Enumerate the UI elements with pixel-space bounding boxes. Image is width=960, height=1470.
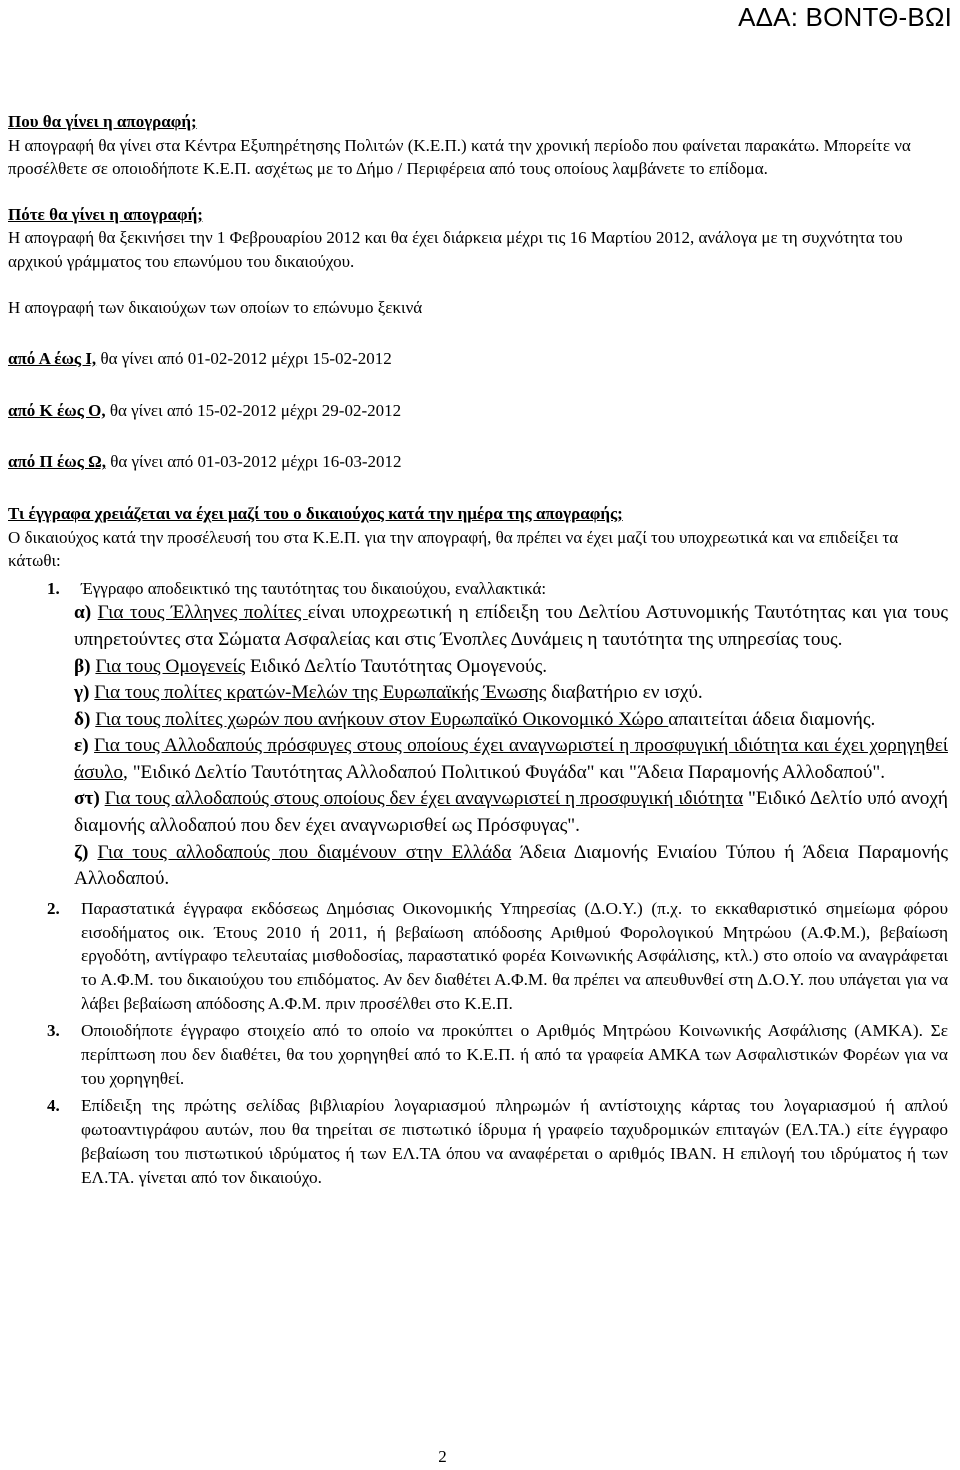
list-item — [8, 897, 948, 1016]
item-text: Επίδειξη της πρώτης σελίδας βιβλιαρίου λογαριασμού πληρωμών ή αντίστοιχης κάρτας του λογαριασμού ή απλού φωτοαντιγράφου αυτών, που θα τηρείται σε πιστωτικό ίδρυμα ή γραφείο ταχυδρομικών επιταγών (ΕΛ.ΤΑ.) είτε έγγραφο βεβαίωση του πιστωτικού ιδρύματος ή των ΕΛ.ΤΑ όπου να αναφέρεται ο αριθμός IBAN. Η επιλογή του ιδρύματος ή των ΕΛ.ΤΑ. γίνεται από τον δικαιούχο. — [81, 1096, 948, 1187]
schedule-range-1 — [8, 347, 948, 371]
item-text: Οποιοδήποτε έγγραφο στοιχείο από το οποίο να προκύπτει ο Αριθμός Μητρώου Κοινωνικής Ασφάλισης (ΑΜΚΑ). Σε περίπτωση που δεν διαθέτει, θα του χορηγηθεί από το Κ.Ε.Π. ή από τα γραφεία ΑΜΚΑ των Ασφαλιστικών Φορέων για να του χορηγηθεί. — [81, 1021, 948, 1088]
item-number: 2. — [47, 898, 60, 918]
when-heading: Πότε θα γίνει η απογραφή; — [8, 204, 203, 224]
range-text: θα γίνει από 01-03-2012 μέχρι 16-03-2012 — [106, 452, 402, 472]
sub-item-z: ζ) Για τους αλλοδαπούς που διαμένουν στην Ελλάδα Άδεια Διαμονής Ενιαίου Τύπου ή Άδεια Παραμονής Αλλοδαπού. — [74, 841, 948, 890]
list-item — [8, 1094, 948, 1189]
schedule-intro: Η απογραφή των δικαιούχων των οποίων το επώνυμο ξεκινά — [8, 297, 423, 317]
document-body — [8, 110, 948, 1189]
docs-intro: Ο δικαιούχος κατά την προσέλευσή του στα Κ.Ε.Π. για την απογραφή, θα πρέπει να έχει μαζί του υποχρεωτικά και να επιδείξει τα κάτωθι: — [8, 527, 899, 571]
range-label: από Π έως Ω, — [8, 452, 106, 472]
ada-code: ΑΔΑ: ΒΟΝΤΘ-ΒΩΙ — [738, 2, 952, 32]
range-label: από Α έως Ι, — [8, 349, 97, 369]
range-text: θα γίνει από 15-02-2012 μέχρι 29-02-2012 — [105, 400, 402, 420]
list-item — [8, 1019, 948, 1090]
docs-list — [8, 577, 948, 1190]
schedule-range-2 — [8, 399, 948, 423]
sub-item-e: ε) Για τους Αλλοδαπούς πρόσφυγες στους οποίους έχει αναγνωριστεί η προσφυγική ιδιότητα και έχει χορηγηθεί άσυλο, "Ειδικό Δελτίο Ταυτότητας Αλλοδαπού Πολιτικού Φυγάδα" και "Άδεια Παραμονής Αλλοδαπού". — [74, 735, 948, 783]
range-text: θα γίνει από 01-02-2012 μέχρι 15-02-2012 — [96, 349, 392, 369]
list-item — [8, 577, 948, 601]
item-number: 3. — [47, 1021, 60, 1041]
when-text: Η απογραφή θα ξεκινήσει την 1 Φεβρουαρίου 2012 και θα έχει διάρκεια μέχρι τις 16 Μαρτίου 2012, ανάλογα με τη συχνότητα του αρχικού γράμματος του επωνύμου του δικαιούχου. — [8, 228, 903, 271]
range-label: από Κ έως Ο, — [8, 400, 106, 420]
docs-heading: Τι έγγραφα χρειάζεται να έχει μαζί του ο δικαιούχος κατά την ημέρα της απογραφής; — [8, 503, 623, 523]
sub-item-a: α) Για τους Έλληνες πολίτες είναι υποχρεωτική η επίδειξη του Δελτίου Αστυνομικής Ταυτότητας και για τους υπηρετούντες στα Σώματα Ασφαλείας και στις Ένοπλες Δυνάμεις η ταυτότητα της υπηρεσίας τους. — [74, 602, 948, 650]
sub-item-st: στ) Για τους αλλοδαπούς στους οποίους δεν έχει αναγνωριστεί η προσφυγική ιδιότητα "Ειδικό Δελτίο υπό ανοχή διαμονής αλλοδαπού που δεν έχει αναγνωρισθεί ως Πρόσφυγας". — [74, 788, 949, 837]
sub-item-b: β) Για τους Ομογενείς Ειδικό Δελτίο Ταυτότητας Ομογενούς. — [74, 655, 548, 677]
schedule-range-3 — [8, 450, 948, 474]
page-number: 2 — [438, 1447, 447, 1466]
item-text: Έγγραφο αποδεικτικό της ταυτότητας του δικαιούχου, εναλλακτικά: — [81, 578, 547, 598]
where-text: Η απογραφή θα γίνει στα Κέντρα Εξυπηρέτησης Πολιτών (Κ.Ε.Π.) κατά την χρονική περίοδο που φαίνεται παρακάτω. Μπορείτε να προσέλθετε σε οποιοδήποτε Κ.Ε.Π. ασχέτως με το Δήμο / Περιφέρεια από τους οποίους λαμβάνετε το επίδομα. — [8, 135, 911, 179]
item-text: Παραστατικά έγγραφα εκδόσεως Δημόσιας Οικονομικής Υπηρεσίας (Δ.Ο.Υ.) (π.χ. το εκκαθαριστικό σημείωμα φόρου εισοδήματος οικ. Έτους 2010 ή 2011, ή βεβαίωση απόδοσης Αριθμού Φορολογικού Μητρώου (Α.Φ.Μ.), βεβαίωση εργοδότη, αντίγραφο τελευταίας μισθοδοσίας, παραστατικό φορέα Κοινωνικής Ασφάλισης, κτλ.) στο οποίο να αναγράφεται το Α.Φ.Μ. του δικαιούχου του επιδόματος. Αν δεν διαθέτει Α.Φ.Μ. θα πρέπει να απευθυνθεί στη Δ.Ο.Υ. που υπάγεται για να λάβει βεβαίωση απόδοσης Α.Φ.Μ. πριν προσέλθει στο Κ.Ε.Π. — [81, 898, 948, 1013]
item-number: 4. — [47, 1096, 60, 1116]
sub-item-c: γ) Για τους πολίτες κρατών-Μελών της Ευρωπαϊκής Ένωσης διαβατήριο εν ισχύ. — [74, 682, 703, 704]
sub-item-d: δ) Για τους πολίτες χωρών που ανήκουν στον Ευρωπαϊκό Οικονομικό Χώρο απαιτείται άδεια διαμονής. — [74, 708, 876, 730]
item-number: 1. — [47, 578, 60, 598]
where-heading: Που θα γίνει η απογραφή; — [8, 112, 197, 131]
